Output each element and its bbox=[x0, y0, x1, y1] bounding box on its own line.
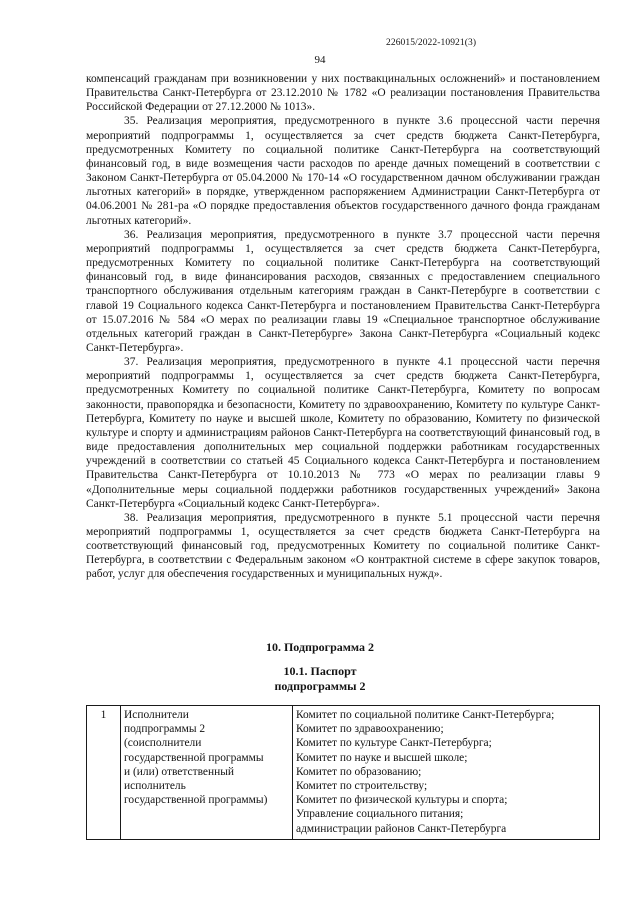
body-text bbox=[86, 72, 600, 582]
name-line: подпрограммы 2 bbox=[124, 723, 206, 736]
value-line: Комитет по культуре Санкт-Петербурга; bbox=[296, 737, 492, 750]
paragraph-37: 37. Реализация мероприятия, предусмотренного в пункте 4.1 процессной части перечня мероприятий подпрограммы 1, осуществляется за счет средств бюджета Санкт-Петербурга, предусмотренных Комитету по социальной политике Санкт-Петербурга, Комитету по вопросам законности, правопорядка и безопасности, Комитету по здравоохранению, Комитету по культуре Санкт-Петербурга, Комитету по науке и высшей школе, Комитету по образованию, Комитету по физической культуре и спорту и администрациям районов Санкт-Петербурга на соответствующий финансовый год, в виде предоставления дополнительных мер социальной поддержки работникам государственных учреждений в соответствии со статьей 45 Социального кодекса Санкт-Петербурга и постановлением Правительства Санкт-Петербурга от 10.10.2013 № 773 «О мерах по реализации главы 9 «Дополнительные меры социальной поддержки работников государственных учреждений» Закона Санкт-Петербурга «Социальный кодекс Санкт-Петербурга». bbox=[86, 356, 600, 510]
value-line: Комитет по образованию; bbox=[296, 765, 422, 778]
subsection-title bbox=[0, 664, 640, 693]
row-number-cell: 1 bbox=[87, 706, 121, 840]
name-line: и (или) ответственный bbox=[124, 765, 235, 778]
name-line: государственной программы bbox=[124, 751, 264, 764]
passport-table bbox=[86, 705, 600, 840]
name-line: Исполнители bbox=[124, 709, 189, 721]
name-line: (соисполнители bbox=[124, 737, 202, 750]
subsection-title-line-2: подпрограммы 2 bbox=[274, 678, 366, 693]
row-value-cell bbox=[293, 706, 600, 840]
subsection-title-line-1: 10.1. Паспорт bbox=[283, 664, 357, 678]
value-line: Комитет по социальной политике Санкт-Петербурга; bbox=[296, 709, 555, 721]
document-id: 226015/2022-10921(3) bbox=[386, 38, 477, 48]
value-line: Комитет по физической культуры и спорта; bbox=[296, 794, 508, 807]
name-line: исполнитель bbox=[124, 780, 186, 793]
value-line: Комитет по строительству; bbox=[296, 780, 428, 793]
value-line: администрации районов Санкт-Петербурга bbox=[296, 822, 507, 835]
paragraph-38: 38. Реализация мероприятия, предусмотренного в пункте 5.1 процессной части перечня мероприятий подпрограммы 1, осуществляется за счет средств бюджета Санкт-Петербурга на соответствующий финансовый год, предусмотренных Комитету по социальной политике Санкт-Петербурга, в соответствии с Федеральным законом «О контрактной системе в сфере закупок товаров, работ, услуг для обеспечения государственных и муниципальных нужд». bbox=[86, 511, 600, 581]
row-name-cell bbox=[121, 706, 293, 840]
paragraph-35: 35. Реализация мероприятия, предусмотренного в пункте 3.6 процессной части перечня мероприятий подпрограммы 1, осуществляется за счет средств бюджета Санкт-Петербурга, предусмотренных Комитету по социальной политике Санкт-Петербурга на соответствующий финансовый год, в виде возмещения части расходов по аренде дачных помещений в соответствии с Законом Санкт-Петербурга от 05.04.2000 № 170-14 «О государственном дачном обслуживании граждан льготных категорий» в порядке, утвержденном распоряжением Администрации Санкт-Петербурга от 04.06.2001 № 281-ра «О порядке предоставления объектов государственного дачного фонда гражданам льготных категорий». bbox=[86, 115, 600, 227]
value-line: Комитет по науке и высшей школе; bbox=[296, 751, 468, 764]
page-number: 94 bbox=[314, 54, 326, 66]
paragraph-36: 36. Реализация мероприятия, предусмотренного в пункте 3.7 процессной части перечня мероприятий подпрограммы 1, осуществляется за счет средств бюджета Санкт-Петербурга, предусмотренных Комитету по социальной политике Санкт-Петербурга на соответствующий финансовый год, в виде финансирования расходов, связанных с предоставлением специального транспортного обслуживания отдельным категориям граждан в Санкт-Петербурге в соответствии с главой 19 Социального кодекса Санкт-Петербурга и постановлением Правительства Санкт-Петербурга от 15.07.2016 № 584 «О мерах по реализации главы 19 «Специальное транспортное обслуживание отдельных категорий граждан в Санкт-Петербурге» Закона Санкт-Петербурга «Социальный кодекс Санкт-Петербурга». bbox=[86, 228, 600, 354]
value-line: Комитет по здравоохранению; bbox=[296, 723, 444, 736]
value-line: Управление социального питания; bbox=[296, 808, 464, 821]
name-line: государственной программы) bbox=[124, 794, 268, 807]
paragraph-continuation: компенсаций гражданам при возникновении у них поствакцинальных осложнений» и постановлением Правительства Санкт-Петербурга от 23.12.2010 № 1782 «О реализации постановления Правительства Российской Федерации от 27.12.2000 № 1013». bbox=[86, 73, 600, 114]
section-title: 10. Подпрограмма 2 bbox=[265, 640, 375, 654]
table-row bbox=[87, 706, 600, 840]
